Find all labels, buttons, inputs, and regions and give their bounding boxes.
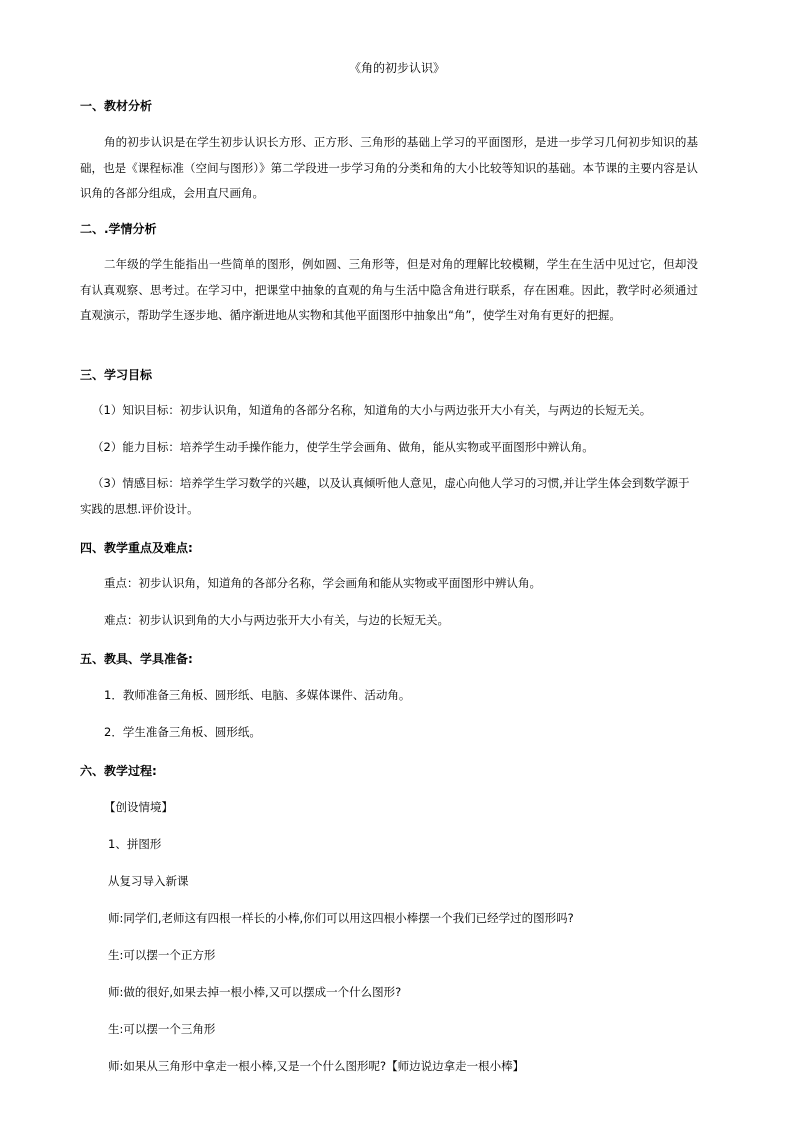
step-one: 1、拼图形 bbox=[108, 837, 162, 851]
goal-knowledge: （1）知识目标：初步认识角，知道角的各部分名称，知道角的大小与两边张开大小有关，与两边的长短无关。 bbox=[92, 403, 652, 417]
paragraph-learner-analysis: 二年级的学生能指出一些简单的图形，例如圆、三角形等，但是对角的理解比较模糊，学生在生活中见过它，但却没有认真观察、思考过。在学习中，把课堂中抽象的直观的角与生活中隐含角进行联系，存在困难。因此，教学时必须通过直观演示，帮助学生逐步地、循序渐进地从实物和其他平面图形中抽象出“角”，使学生对角有更好的把握。 bbox=[80, 257, 698, 322]
heading-learning-goals: 三、学习目标 bbox=[80, 368, 153, 382]
difficult-point: 难点：初步认识到角的大小与两边张开大小有关，与边的长短无关。 bbox=[104, 613, 449, 627]
teacher-line-3: 师:如果从三角形中拿走一根小棒,又是一个什么图形呢?【师边说边拿走一根小棒】 bbox=[108, 1059, 525, 1073]
materials-teacher: 1．教师准备三角板、圆形纸、电脑、多媒体课件、活动角。 bbox=[104, 688, 411, 702]
heading-materials: 五、教具、学具准备: bbox=[80, 652, 193, 666]
teacher-line-1: 师:同学们,老师这有四根一样长的小棒,你们可以用这四根小棒摆一个我们已经学过的图形吗? bbox=[108, 911, 574, 925]
paragraph-textbook-analysis: 角的初步认识是在学生初步认识长方形、正方形、三角形的基础上学习的平面图形，是进一步学习几何初步知识的基础，也是《课程标准（空间与图形）》第二学段进一步学习角的分类和角的大小比较等知识的基础。本节课的主要内容是认识角的各部分组成，会用直尺画角。 bbox=[80, 135, 698, 200]
intro-line: 从复习导入新课 bbox=[108, 874, 189, 888]
goal-emotion: （3）情感目标：培养学生学习数学的兴趣，以及认真倾听他人意见，虚心向他人学习的习惯,并让学生体会到数学源于实践的思想.评价设计。 bbox=[80, 476, 690, 516]
document-title: 《角的初步认识》 bbox=[348, 61, 445, 75]
heading-learner-analysis: 二、.学情分析 bbox=[80, 222, 157, 236]
heading-key-points: 四、教学重点及难点: bbox=[80, 541, 193, 555]
teacher-line-2: 师:做的很好,如果去掉一根小棒,又可以摆成一个什么图形? bbox=[108, 985, 402, 999]
student-line-1: 生:可以摆一个正方形 bbox=[108, 948, 216, 962]
goal-ability: （2）能力目标：培养学生动手操作能力，使学生学会画角、做角，能从实物或平面图形中辨认角。 bbox=[92, 440, 594, 454]
scenario-label: 【创设情境】 bbox=[104, 800, 173, 814]
heading-teaching-process: 六、教学过程: bbox=[80, 764, 157, 778]
materials-student: 2．学生准备三角板、圆形纸。 bbox=[104, 725, 261, 739]
key-point: 重点：初步认识角，知道角的各部分名称，学会画角和能从实物或平面图形中辨认角。 bbox=[104, 576, 541, 590]
heading-textbook-analysis: 一、教材分析 bbox=[80, 99, 153, 113]
student-line-2: 生:可以摆一个三角形 bbox=[108, 1022, 216, 1036]
